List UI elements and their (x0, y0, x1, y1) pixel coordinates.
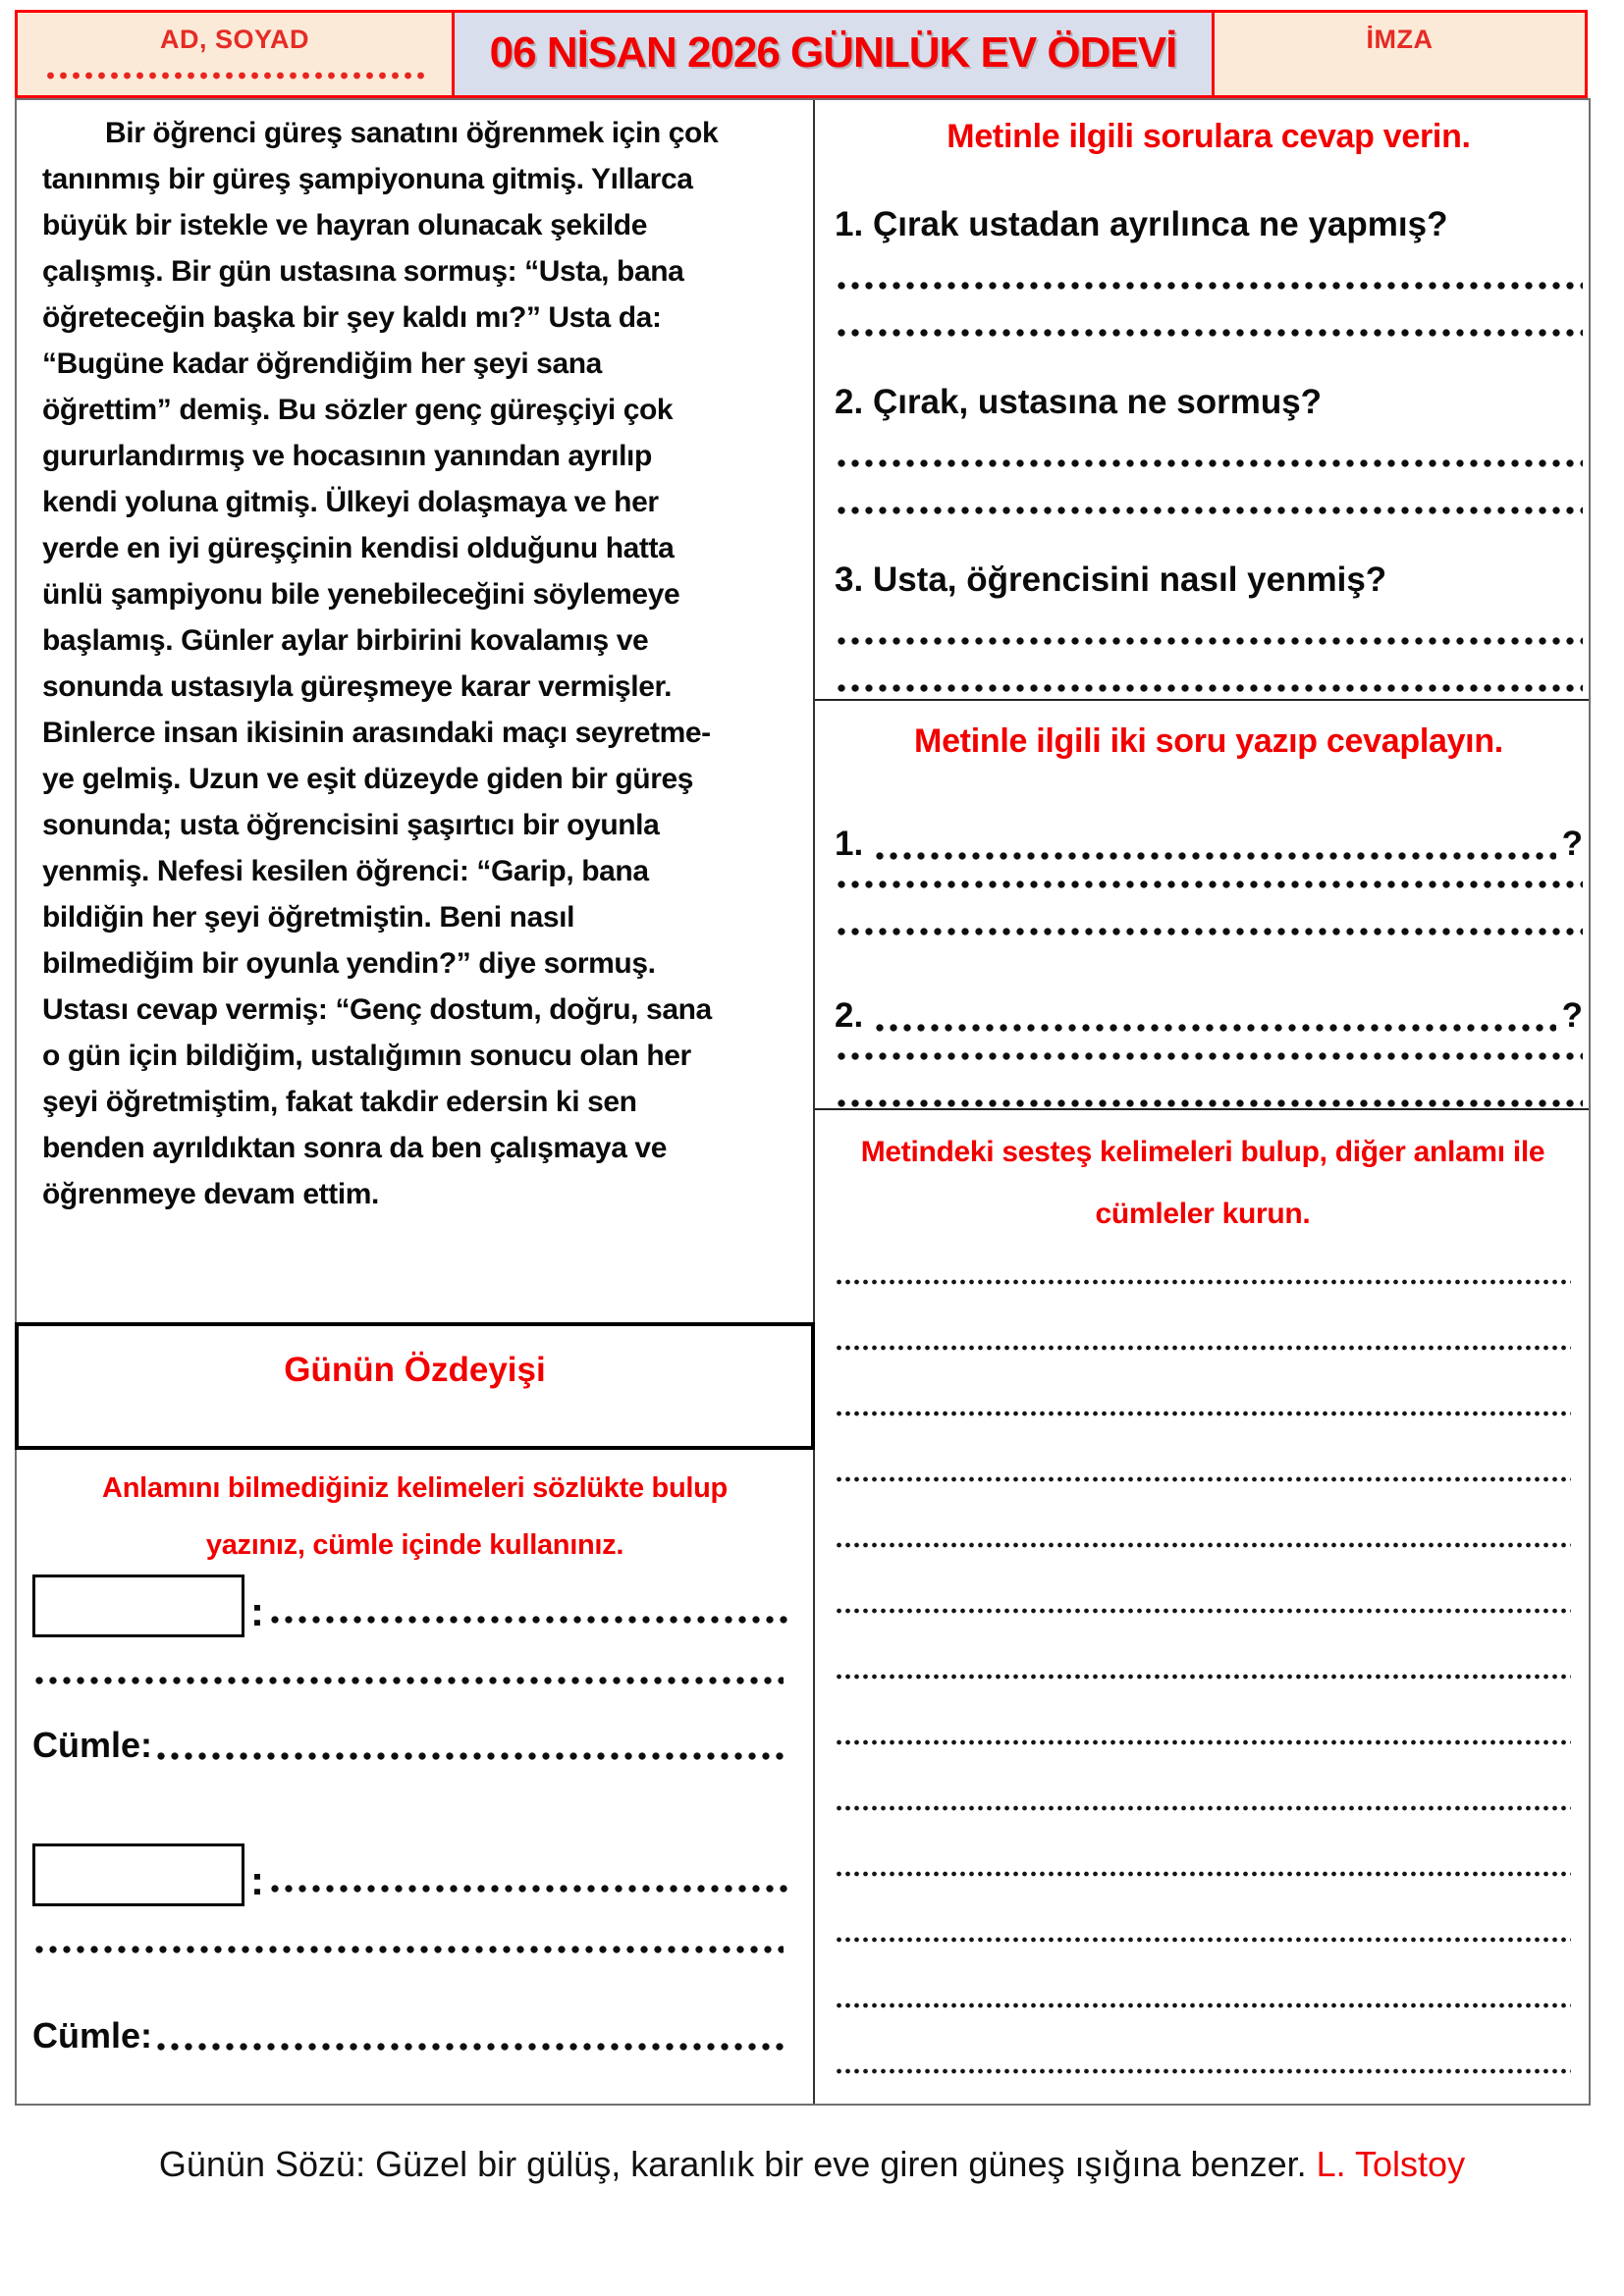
name-surname-label: AD, SOYAD (159, 25, 310, 54)
story-line: bilmediğim bir oyunla yendin?” diye sormuş. (42, 947, 656, 980)
story-line: Binlerce insan ikisinin arasındaki maçı seyretme- (42, 717, 711, 749)
left-column (17, 100, 815, 2104)
sentence-write-line-1[interactable] (154, 1750, 784, 1762)
story-line: tanınmış bir güreş şampiyonuna gitmiş. Yıllarca (42, 163, 693, 195)
meaning-write-line-1b[interactable] (32, 1675, 784, 1686)
write-line[interactable] (835, 1473, 1571, 1485)
answer-line[interactable] (835, 327, 1583, 339)
write-line[interactable] (835, 2000, 1571, 2011)
question-block (835, 200, 1583, 339)
story-line: öğrenmeye devam ettim. (42, 1178, 379, 1210)
section-divider (815, 1108, 1589, 1110)
question-body: Çırak, ustasına ne sormuş? (872, 383, 1323, 421)
story-line: sonunda ustasıyla güreşmeye karar vermişler. (42, 670, 673, 703)
question-body: Çırak ustadan ayrılınca ne yapmış? (872, 205, 1448, 243)
title-cell (452, 10, 1215, 98)
write-line[interactable] (835, 1408, 1571, 1419)
dictionary-instruction-line2: yazınız, cümle içinde kullanınız. (205, 1529, 624, 1561)
daily-quote-author: L. Tolstoy (1316, 2144, 1466, 2184)
write-line[interactable] (835, 1802, 1571, 1814)
meaning-write-line-2[interactable] (268, 1883, 793, 1895)
write-line[interactable] (835, 1868, 1571, 1880)
sentence-row-1 (32, 1718, 784, 1767)
write-question-block (835, 820, 1583, 937)
name-surname-cell (15, 10, 455, 98)
reading-passage (42, 110, 803, 1217)
answer-line[interactable] (835, 1050, 1583, 1062)
answer-line[interactable] (835, 457, 1583, 469)
story-line: yerde en iyi güreşçinin kendisi olduğunu hatta (42, 532, 675, 564)
question-number: 3. (835, 561, 864, 599)
colon: : (250, 1588, 264, 1634)
story-line: yenmiş. Nefesi kesilen öğrenci: “Garip, bana (42, 855, 649, 887)
story-line: Bir öğrenci güreş sanatını öğrenmek için çok (105, 117, 719, 149)
meaning-row-2 (250, 1851, 793, 1903)
sentence-label-2: Cümle: (32, 2015, 153, 2056)
signature-cell (1212, 10, 1588, 98)
homophone-section (835, 1121, 1571, 2077)
content-frame (15, 98, 1591, 2106)
write-line[interactable] (835, 1539, 1571, 1551)
story-line: ye gelmiş. Uzun ve eşit düzeyde giden bir güreş (42, 763, 694, 795)
comprehension-title: Metinle ilgili sorulara cevap verin. (947, 118, 1471, 155)
write-line[interactable] (835, 2065, 1571, 2077)
question-text (835, 556, 1583, 605)
write-line[interactable] (835, 1736, 1571, 1748)
story-line: öğrettim” demiş. Bu sözler genç güreşçiyi çok (42, 394, 674, 426)
story-line: başlamış. Günler aylar birbirini kovalamış ve (42, 624, 649, 657)
question-text (835, 378, 1583, 427)
write-question-number: 2. (835, 996, 864, 1035)
question-block (835, 556, 1583, 694)
write-question-row (835, 820, 1583, 869)
question-number: 2. (835, 383, 864, 421)
section-divider (815, 699, 1589, 701)
homophone-title-line2: cümleler kurun. (1095, 1198, 1311, 1230)
write-line[interactable] (835, 1276, 1571, 1288)
write-question-block (835, 991, 1583, 1109)
signature-label: İMZA (1366, 25, 1434, 54)
question-text (835, 200, 1583, 249)
dictionary-instruction (21, 1460, 809, 1574)
story-line: o gün için bildiğim, ustalığımın sonucu olan her (42, 1040, 691, 1072)
question-mark: ? (1561, 996, 1583, 1035)
story-line: çalışmış. Bir gün ustasına sormuş: “Usta, bana (42, 255, 684, 288)
sentence-label-1: Cümle: (32, 1725, 153, 1765)
question-block (835, 378, 1583, 516)
write-line[interactable] (835, 1934, 1571, 1946)
story-line: gururlandırmış ve hocasının yanından ayrılıp (42, 440, 652, 472)
word-box-1[interactable] (32, 1575, 244, 1637)
comprehension-section (835, 112, 1583, 694)
write-line[interactable] (835, 1342, 1571, 1354)
homophone-title (835, 1121, 1571, 1245)
quote-of-day-box[interactable] (15, 1322, 815, 1450)
question-write-line[interactable] (873, 1022, 1555, 1034)
story-line: ünlü şampiyonu bile yenebileceğini söylemeye (42, 578, 680, 611)
story-line: şeyi öğretmiştim, fakat takdir edersin ki sen (42, 1086, 637, 1118)
meaning-write-line-2b[interactable] (32, 1944, 784, 1955)
story-line: benden ayrıldıktan sonra da ben çalışmaya ve (42, 1132, 667, 1164)
write-questions-section (835, 717, 1583, 1109)
write-line[interactable] (835, 1671, 1571, 1682)
question-write-line[interactable] (873, 850, 1555, 862)
sentence-row-2 (32, 2008, 784, 2057)
story-line: büyük bir istekle ve hayran olunacak şekilde (42, 209, 648, 241)
page-title: 06 NİSAN 2026 GÜNLÜK EV ÖDEVİ (489, 28, 1177, 77)
name-write-line[interactable] (44, 70, 425, 81)
answer-line[interactable] (835, 879, 1583, 890)
write-question-number: 1. (835, 825, 864, 863)
word-box-2[interactable] (32, 1843, 244, 1906)
answer-line[interactable] (835, 926, 1583, 937)
right-column (815, 100, 1589, 2104)
answer-line[interactable] (835, 682, 1583, 694)
daily-quote (0, 2140, 1624, 2189)
story-line: öğreteceğin başka bir şey kaldı mı?” Usta da: (42, 301, 662, 334)
story-line: Ustası cevap vermiş: “Genç dostum, doğru, sana (42, 993, 712, 1026)
story-line: bildiğin her şeyi öğretmiştin. Beni nasıl (42, 901, 575, 934)
quote-of-day-title: Günün Özdeyişi (284, 1351, 546, 1389)
daily-quote-text: Güzel bir gülüş, karanlık bir eve giren güneş ışığına benzer. (375, 2144, 1307, 2184)
colon: : (250, 1857, 264, 1903)
answer-line[interactable] (835, 635, 1583, 647)
answer-line[interactable] (835, 280, 1583, 292)
meaning-write-line-1[interactable] (268, 1614, 793, 1626)
story-line: sonunda; usta öğrencisini şaşırtıcı bir oyunla (42, 809, 660, 841)
meaning-row-1 (250, 1582, 793, 1634)
write-questions-title: Metinle ilgili iki soru yazıp cevaplayın. (914, 722, 1503, 760)
write-line[interactable] (835, 1605, 1571, 1617)
question-number: 1. (835, 205, 864, 243)
daily-quote-label: Günün Sözü: (158, 2144, 366, 2184)
story-line: kendi yoluna gitmiş. Ülkeyi dolaşmaya ve her (42, 486, 659, 518)
question-body: Usta, öğrencisini nasıl yenmiş? (872, 561, 1387, 599)
story-line: “Bugüne kadar öğrendiğim her şeyi sana (42, 347, 602, 380)
answer-line[interactable] (835, 505, 1583, 516)
dictionary-instruction-line1: Anlamını bilmediğiniz kelimeleri sözlükte bulup (102, 1472, 728, 1504)
question-mark: ? (1561, 825, 1583, 863)
homophone-title-line1: Metindeki sesteş kelimeleri bulup, diğer anlamı ile (860, 1136, 1545, 1168)
sentence-write-line-2[interactable] (154, 2041, 784, 2053)
header (15, 10, 1591, 98)
homophone-write-area (835, 1276, 1571, 2077)
write-question-row (835, 991, 1583, 1041)
